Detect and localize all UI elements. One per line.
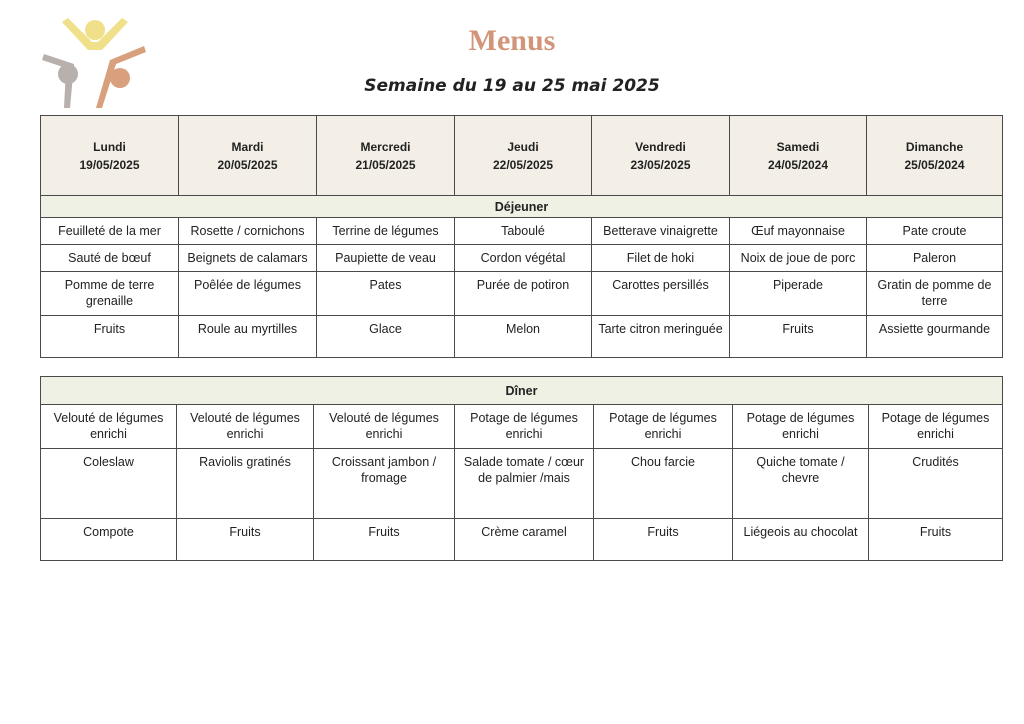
menu-cell: Chou farcie xyxy=(594,449,733,519)
day-header: Mardi 20/05/2025 xyxy=(179,116,317,196)
menu-cell: Quiche tomate / chevre xyxy=(733,449,869,519)
menu-cell: Pates xyxy=(317,272,455,316)
page-title: Menus xyxy=(468,24,556,57)
diner-table xyxy=(40,376,1003,561)
menu-cell: Filet de hoki xyxy=(592,245,730,272)
menu-cell: Rosette / cornichons xyxy=(179,218,317,245)
menu-cell: Poêlée de légumes xyxy=(179,272,317,316)
menu-cell: Purée de potiron xyxy=(455,272,592,316)
menu-cell: Velouté de légumes enrichi xyxy=(41,405,177,449)
menu-cell: Taboulé xyxy=(455,218,592,245)
menu-cell: Assiette gourmande xyxy=(867,316,1003,358)
menu-cell: Fruits xyxy=(177,519,314,561)
menu-cell: Cordon végétal xyxy=(455,245,592,272)
table-row xyxy=(41,519,1003,561)
menu-cell: Velouté de légumes enrichi xyxy=(314,405,455,449)
menu-cell: Tarte citron meringuée xyxy=(592,316,730,358)
menu-cell: Liégeois au chocolat xyxy=(733,519,869,561)
menu-cell: Feuilleté de la mer xyxy=(41,218,179,245)
menu-cell: Fruits xyxy=(314,519,455,561)
table-row xyxy=(41,405,1003,449)
menu-cell: Glace xyxy=(317,316,455,358)
menu-cell: Beignets de calamars xyxy=(179,245,317,272)
day-header: Samedi 24/05/2024 xyxy=(730,116,867,196)
menu-cell: Potage de légumes enrichi xyxy=(594,405,733,449)
menu-cell: Pomme de terre grenaille xyxy=(41,272,179,316)
menu-cell: Sauté de bœuf xyxy=(41,245,179,272)
table-row xyxy=(41,272,1003,316)
menu-cell: Salade tomate / cœur de palmier /mais xyxy=(455,449,594,519)
menu-cell: Gratin de pomme de terre xyxy=(867,272,1003,316)
table-row xyxy=(41,449,1003,519)
menu-cell: Potage de légumes enrichi xyxy=(869,405,1003,449)
menu-cell: Fruits xyxy=(594,519,733,561)
menu-cell: Betterave vinaigrette xyxy=(592,218,730,245)
menu-cell: Velouté de légumes enrichi xyxy=(177,405,314,449)
menu-cell: Carottes persillés xyxy=(592,272,730,316)
menu-cell: Compote xyxy=(41,519,177,561)
menu-cell: Croissant jambon / fromage xyxy=(314,449,455,519)
table-row xyxy=(41,218,1003,245)
menu-cell: Raviolis gratinés xyxy=(177,449,314,519)
menu-cell: Potage de légumes enrichi xyxy=(733,405,869,449)
section-label-diner: Dîner xyxy=(41,377,1003,405)
menu-cell: Œuf mayonnaise xyxy=(730,218,867,245)
section-label-dejeuner: Déjeuner xyxy=(41,196,1003,218)
menu-cell: Pate croute xyxy=(867,218,1003,245)
table-row xyxy=(41,316,1003,358)
menu-cell: Coleslaw xyxy=(41,449,177,519)
menu-cell: Fruits xyxy=(41,316,179,358)
menu-cell: Melon xyxy=(455,316,592,358)
day-header: Lundi 19/05/2025 xyxy=(41,116,179,196)
menu-cell: Terrine de légumes xyxy=(317,218,455,245)
week-subtitle: Semaine du 19 au 25 mai 2025 xyxy=(364,76,660,96)
day-header: Mercredi 21/05/2025 xyxy=(317,116,455,196)
day-header: Dimanche 25/05/2024 xyxy=(867,116,1003,196)
days-header-row xyxy=(41,116,1003,196)
dejeuner-table xyxy=(40,115,1003,358)
menu-cell: Piperade xyxy=(730,272,867,316)
menu-cell: Roule au myrtilles xyxy=(179,316,317,358)
menu-cell: Noix de joue de porc xyxy=(730,245,867,272)
menu-cell: Paupiette de veau xyxy=(317,245,455,272)
menu-cell: Paleron xyxy=(867,245,1003,272)
menu-cell: Potage de légumes enrichi xyxy=(455,405,594,449)
menu-cell: Fruits xyxy=(869,519,1003,561)
menu-cell: Crème caramel xyxy=(455,519,594,561)
day-header: Jeudi 22/05/2025 xyxy=(455,116,592,196)
menu-cell: Crudités xyxy=(869,449,1003,519)
table-row xyxy=(41,245,1003,272)
day-header: Vendredi 23/05/2025 xyxy=(592,116,730,196)
menu-cell: Fruits xyxy=(730,316,867,358)
